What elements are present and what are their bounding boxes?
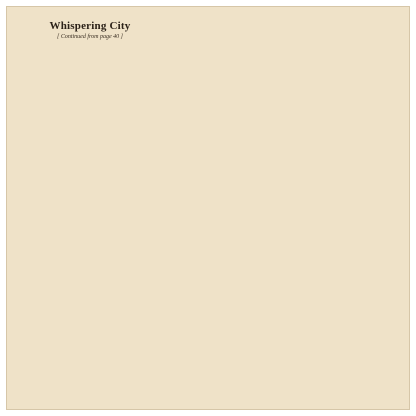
story-title: Whispering City [49,20,131,32]
column-2 [153,46,268,396]
continued-from-line: [ Continued from page 40 ] [57,34,123,40]
magazine-page [6,6,410,410]
text-columns [30,46,390,396]
story-heading [30,20,150,40]
column-1 [30,46,145,396]
column-3 [275,46,390,396]
